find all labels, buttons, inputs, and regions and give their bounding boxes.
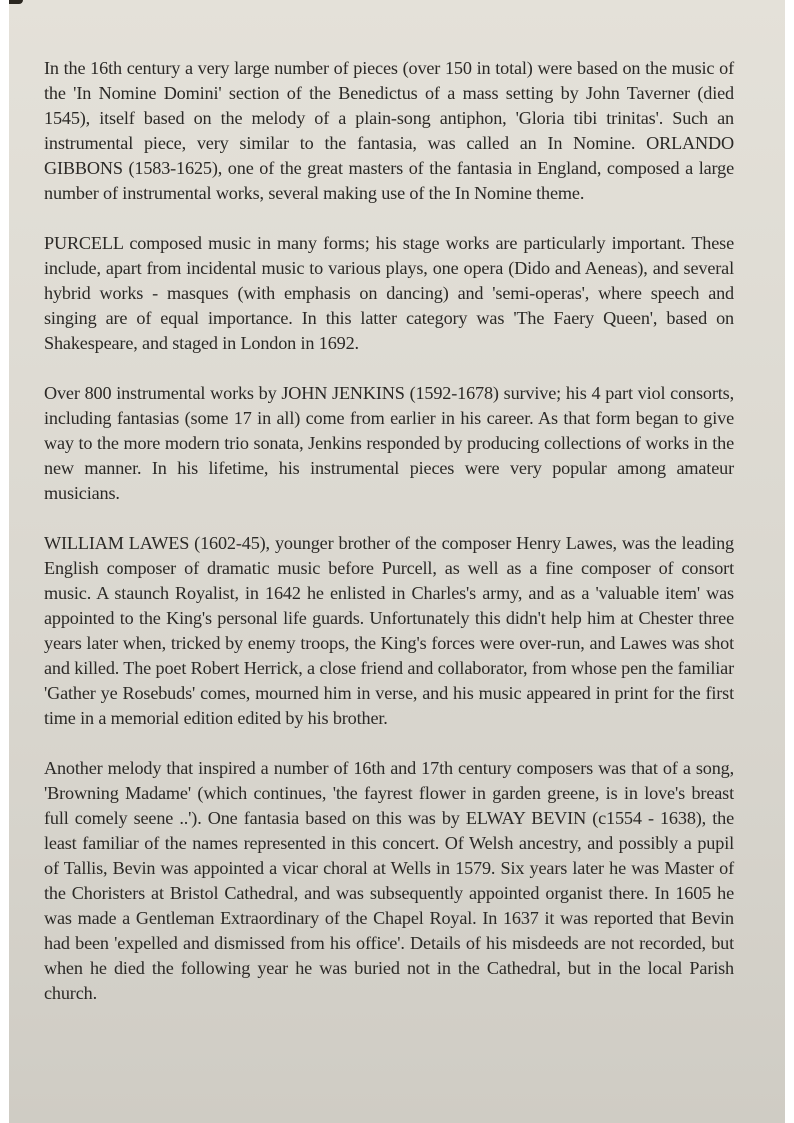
document-body xyxy=(44,56,734,1031)
paragraph-in-nomine-gibbons: In the 16th century a very large number of pieces (over 150 in total) were based on the music of the 'In Nomine Domini' section of the Benedictus of a mass setting by John Taverner (died 1545), itself based on the melody of a plain-song antiphon, 'Gloria tibi trinitas'. Such an instrumental piece, very similar to the fantasia, was called an In Nomine. ORLANDO GIBBONS (1583-1625), one of the great masters of the fantasia in England, composed a large number of instrumental works, several making use of the In Nomine theme. xyxy=(44,58,734,203)
paragraph-purcell: PURCELL composed music in many forms; his stage works are particularly important. These include, apart from incidental music to various plays, one opera (Dido and Aeneas), and several hybrid works - masques (with emphasis on dancing) and 'semi-operas', where speech and singing are of equal importance. In this latter category was 'The Faery Queen', based on Shakespeare, and staged in London in 1692. xyxy=(44,233,734,353)
paragraph-lawes: WILLIAM LAWES (1602-45), younger brother of the composer Henry Lawes, was the leading English composer of dramatic music before Purcell, as well as a fine composer of consort music. A staunch Royalist, in 1642 he enlisted in Charles's army, and as a 'valuable item' was appointed to the King's personal life guards. Unfortunately this didn't help him at Chester three years later when, tricked by enemy troops, the King's forces were over-run, and Lawes was shot and killed. The poet Robert Herrick, a close friend and collaborator, from whose pen the familiar 'Gather ye Rosebuds' comes, mourned him in verse, and his music appeared in print for the first time in a memorial edition edited by his brother. xyxy=(44,533,734,728)
page-corner-shadow xyxy=(9,0,23,4)
paragraph-jenkins: Over 800 instrumental works by JOHN JENKINS (1592-1678) survive; his 4 part viol consorts, including fantasias (some 17 in all) come from earlier in his career. As that form began to give way to the more modern trio sonata, Jenkins responded by producing collections of works in the new manner. In his lifetime, his instrumental pieces were very popular among amateur musicians. xyxy=(44,383,734,503)
paragraph-bevin: Another melody that inspired a number of 16th and 17th century composers was that of a song, 'Browning Madame' (which continues, 'the fayrest flower in garden greene, is in love's breast full comely seene ..'). One fantasia based on this was by ELWAY BEVIN (c1554 - 1638), the least familiar of the names represented in this concert. Of Welsh ancestry, and possibly a pupil of Tallis, Bevin was appointed a vicar choral at Wells in 1579. Six years later he was Master of the Choristers at Bristol Cathedral, and was subsequently appointed organist there. In 1605 he was made a Gentleman Extraordinary of the Chapel Royal. In 1637 it was reported that Bevin had been 'expelled and dismissed from his office'. Details of his misdeeds are not recorded, but when he died the following year he was buried not in the Cathedral, but in the local Parish church. xyxy=(44,758,734,1003)
